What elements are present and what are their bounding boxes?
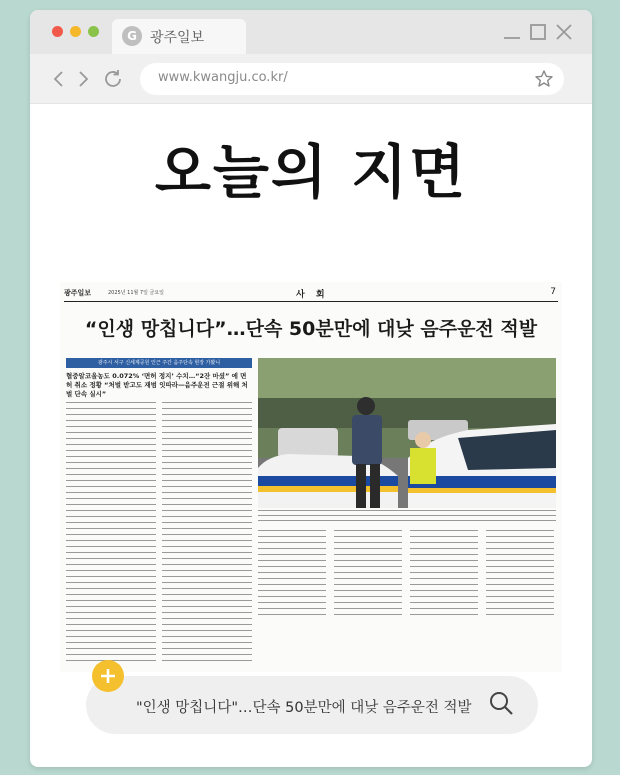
maximize-dot[interactable] (88, 26, 99, 37)
newspaper-date: 2025년 11월 7일 금요일 (108, 290, 165, 296)
forward-icon[interactable] (72, 68, 94, 90)
newspaper-subhead: 혈중알코올농도 0.072% ‘면허 정지’ 수치…“2잔 마셨” 에 면허 취소 정황 “처벌 받고도 재범 잇따라—음주운전 근절 위해 처벌 단속 실시” (66, 372, 248, 398)
newspaper-name: 광주일보 (64, 289, 92, 297)
newspaper-section: 사 회 (296, 290, 329, 300)
article-text-column (486, 530, 554, 620)
reload-icon[interactable] (102, 68, 124, 90)
bookmark-star-icon[interactable] (534, 69, 554, 89)
newspaper-article-title: “인생 망칩니다”…단속 50분만에 대낮 음주운전 적발 (84, 318, 538, 340)
address-bar (30, 54, 592, 104)
article-text-column (162, 402, 252, 664)
newspaper-masthead (64, 288, 558, 302)
page-headline: 오늘의 지면 (154, 138, 468, 206)
photo-caption (258, 510, 556, 524)
newspaper-page-image[interactable] (60, 282, 562, 672)
url-field[interactable] (140, 63, 564, 95)
browser-tab[interactable] (112, 19, 246, 54)
article-text-column (334, 530, 402, 620)
site-favicon-icon: G (122, 26, 142, 46)
tab-title: 광주일보 (150, 30, 205, 46)
article-text-column (410, 530, 478, 620)
search-query-text[interactable]: "인생 망칩니다"…단속 50분만에 대낮 음주운전 적발 (136, 700, 472, 716)
back-icon[interactable] (48, 68, 70, 90)
news-photo (258, 358, 556, 508)
close-dot[interactable] (52, 26, 63, 37)
title-bar (30, 10, 592, 54)
search-icon[interactable] (488, 690, 514, 716)
browser-window (30, 10, 592, 767)
article-text-column (66, 402, 156, 664)
newspaper-page-number: 7 (550, 287, 556, 297)
plus-icon (92, 660, 124, 692)
minimize-icon[interactable] (500, 20, 524, 44)
article-text-column (258, 530, 326, 620)
url-text: www.kwangju.co.kr/ (158, 70, 288, 85)
maximize-icon[interactable] (526, 20, 550, 44)
newspaper-kicker: 광주시 서구 신세계공원 인근 주간 음주단속 현장 가봤니 (66, 358, 252, 368)
close-icon[interactable] (552, 20, 576, 44)
add-button[interactable] (92, 660, 124, 692)
minimize-dot[interactable] (70, 26, 81, 37)
